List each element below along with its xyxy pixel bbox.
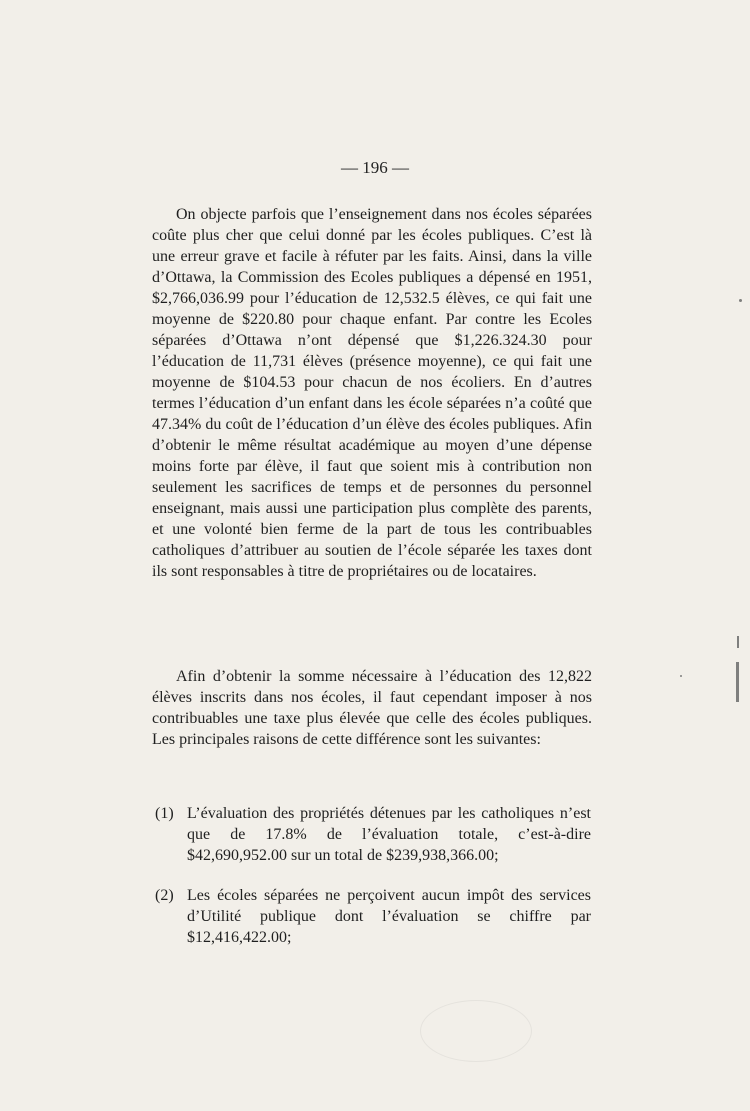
paragraph-2: Afin d’obtenir la somme nécessaire à l’éducation des 12,822 élèves inscrits dans nos écoles, il faut cependant imposer à nos contribuables une taxe plus élevée que celle des écoles publiques. Les principales raisons de cette différence sont les suivantes: xyxy=(152,668,592,748)
list-item-1-number: (1) xyxy=(155,805,174,822)
faint-stamp xyxy=(420,1000,532,1062)
page-number: — 196 — xyxy=(341,158,409,177)
list-item-2-number: (2) xyxy=(155,887,174,904)
margin-dot-2 xyxy=(680,675,682,677)
list-item-2-text: Les écoles séparées ne perçoivent aucun impôt des services d’Utilité publique dont l’évaluation se chiffre par $12,416,422.00; xyxy=(187,887,591,946)
margin-dot-1 xyxy=(739,299,742,302)
list-item-1 xyxy=(155,803,591,866)
paragraph-1: On objecte parfois que l’enseignement dans nos écoles séparées coûte plus cher que celui donné par les écoles publiques. C’est là une erreur grave et facile à réfuter par les faits. Ainsi, dans la ville d’Ottawa, la Commission des Ecoles publiques a dépensé en 1951, $2,766,036.99 pour l’éducation de 12,532.5 élèves, ce qui fait une moyenne de $220.80 pour chaque enfant. Par contre les Ecoles séparées d’Ottawa n’ont dépensé que $1,226.324.30 pour l’éducation de 11,731 élèves (présence moyenne), ce qui fait une moyenne de $104.53 pour chacun de nos écoliers. En d’autres termes l’éducation d’un enfant dans les école séparées n’a coûté que 47.34% du coût de l’éducation d’un élève des écoles publiques. Afin d’obtenir le même résultat académique au moyen d’une dépense moins forte par élève, il faut que soient mis à contribution non seulement les sacrifices de temps et de personnes du personnel enseignant, mais aussi une participation plus complète des parents, et une volonté bien ferme de la part de tous les contribuables catholiques d’attribuer au soutien de l’école séparée les taxes dont ils sont responsables à titre de propriétaires ou de locataires. xyxy=(152,206,592,580)
margin-mark-1 xyxy=(737,636,739,648)
margin-mark-2 xyxy=(736,662,739,702)
list-item-2 xyxy=(155,885,591,948)
paragraph-2-container xyxy=(152,666,592,750)
list-item-1-text: L’évaluation des propriétés détenues par les catholiques n’est que de 17.8% de l’évaluation totale, c’est-à-dire $42,690,952.00 sur un total de $239,938,366.00; xyxy=(187,805,591,864)
paragraph-1-container xyxy=(152,204,592,582)
